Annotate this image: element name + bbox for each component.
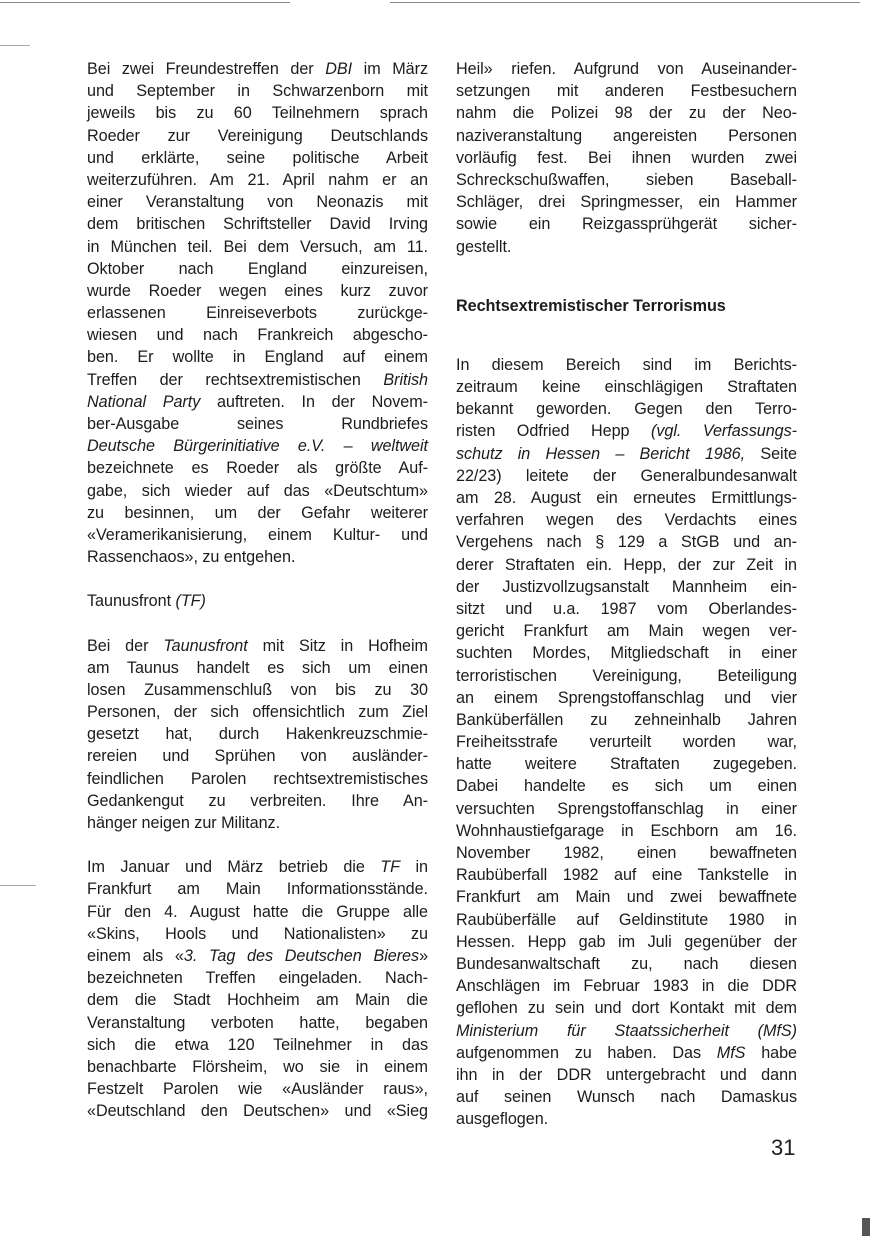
- text-line: [456, 554, 797, 576]
- paragraph: [87, 590, 428, 612]
- text-segment: am Taunus handelt es sich um einen: [87, 658, 428, 677]
- text-segment: wurde Roeder wegen eines kurz zuvor: [87, 281, 428, 300]
- text-line: [456, 753, 797, 775]
- text-line: [456, 420, 797, 442]
- text-line: [87, 369, 428, 391]
- text-segment: Frankfurt am Main und zwei bewaffnete: [456, 888, 797, 907]
- text-line: [87, 989, 428, 1011]
- text-segment: aufgenommen zu haben. Das: [456, 1043, 717, 1062]
- text-segment: jeweils bis zu 60 Teilnehmern sprach: [87, 104, 428, 123]
- text-line: [87, 480, 428, 502]
- italic-text: (vgl. Verfassungs-: [651, 422, 797, 441]
- italic-text: schutz in Hessen – Bericht 1986,: [456, 444, 746, 463]
- text-line: [87, 657, 428, 679]
- text-segment: am 28. August ein erneutes Ermittlungs-: [456, 489, 797, 507]
- text-line: [87, 967, 428, 989]
- text-line: [87, 1012, 428, 1034]
- text-segment: sitzt und u.a. 1987 vom Oberlandes-: [456, 599, 797, 618]
- text-line: [87, 324, 428, 346]
- text-line: [456, 102, 797, 124]
- text-line: [87, 435, 428, 457]
- text-segment: auftreten. In der Novem-: [200, 392, 428, 411]
- text-line: [87, 878, 428, 900]
- text-segment: wiesen und nach Frankreich abgescho-: [87, 326, 428, 345]
- text-line: [456, 487, 797, 509]
- text-line: [87, 1100, 428, 1122]
- text-line: [456, 665, 797, 687]
- text-line: [87, 213, 428, 235]
- text-line: [87, 1078, 428, 1100]
- text-segment: Bundesanwaltschaft zu, nach diesen: [456, 954, 797, 973]
- paragraph: [456, 354, 797, 1131]
- text-segment: ben. Er wollte in England auf einem: [87, 348, 428, 367]
- text-segment: gabe, sich wieder auf das «Deutschtum»: [87, 481, 428, 500]
- text-segment: Für den 4. August hatte die Gruppe alle: [87, 902, 428, 921]
- text-segment: Vergehens nach § 129 a StGB und an-: [456, 533, 797, 552]
- text-segment: zeitraum keine einschlägigen Straftaten: [456, 378, 797, 397]
- text-segment: im März: [352, 60, 428, 78]
- text-segment: Dabei handelte es sich um einen: [456, 777, 797, 796]
- text-line: [87, 457, 428, 479]
- text-segment: bezeichnete es Roeder als größte Auf-: [87, 459, 428, 478]
- text-line: [456, 598, 797, 620]
- text-line: [87, 590, 428, 612]
- text-segment: vorläufig fest. Bei ihnen wurden zwei: [456, 148, 797, 167]
- italic-text: DBI: [325, 60, 353, 78]
- text-segment: Treffen der rechtsextremistischen: [87, 370, 384, 389]
- text-segment: weiterzuführen. Am 21. April nahm er an: [87, 170, 428, 189]
- text-line: [87, 236, 428, 258]
- text-line: [87, 546, 428, 568]
- text-segment: sowie ein Reizgassprühgerät sicher-: [456, 215, 797, 234]
- text-line: [456, 909, 797, 931]
- text-segment: Hessen. Hepp gab im Juli gegenüber der: [456, 932, 797, 951]
- text-segment: losen Zusammenschluß von bis zu 30: [87, 680, 428, 699]
- text-segment: »: [419, 946, 429, 965]
- text-line: [456, 1108, 797, 1130]
- text-segment: Schreckschußwaffen, sieben Baseball-: [456, 170, 797, 189]
- text-segment: terroristischen Vereinigung, Beteiligung: [456, 666, 797, 685]
- paragraph: [456, 58, 797, 258]
- italic-text: TF: [380, 858, 400, 877]
- text-segment: Bei der: [87, 636, 164, 655]
- text-line: [87, 901, 428, 923]
- text-line: [456, 820, 797, 842]
- text-segment: derer Straftaten ein. Hepp, der zur Zeit in: [456, 555, 797, 574]
- text-line: [456, 169, 797, 191]
- text-line: [456, 731, 797, 753]
- text-line: [456, 531, 797, 553]
- text-line: [87, 502, 428, 524]
- text-segment: Taunusfront: [87, 592, 176, 611]
- text-segment: Raubüberfälle auf Geldinstitute 1980 in: [456, 910, 797, 929]
- text-segment: Raubüberfall 1982 auf eine Tankstelle in: [456, 866, 797, 885]
- text-segment: Veranstaltung verboten hatte, begaben: [87, 1013, 428, 1032]
- text-line: [456, 975, 797, 997]
- text-segment: «Deutschland den Deutschen» und «Sieg: [87, 1102, 428, 1121]
- text-line: [87, 258, 428, 280]
- text-segment: einem als «: [87, 946, 184, 965]
- text-segment: gesetzt hat, durch Hakenkreuzschmie-: [87, 725, 428, 744]
- italic-text: Deutsche Bürgerinitiative e.V. – weltweit: [87, 437, 428, 456]
- text-line: [87, 346, 428, 368]
- text-line: [456, 1020, 797, 1042]
- text-line: [87, 923, 428, 945]
- text-line: [87, 745, 428, 767]
- text-segment: einer Veranstaltung von Neonazis mit: [87, 193, 428, 212]
- text-line: [87, 147, 428, 169]
- paragraph: [87, 58, 428, 568]
- text-segment: Personen, der sich offensichtlich zum Ziel: [87, 703, 428, 722]
- text-line: [87, 169, 428, 191]
- paragraph: [87, 635, 428, 835]
- text-segment: «Veramerikanisierung, einem Kultur- und: [87, 525, 428, 544]
- text-line: [456, 236, 797, 258]
- text-line: [87, 280, 428, 302]
- text-segment: setzungen mit anderen Festbesuchern: [456, 82, 797, 101]
- text-segment: Roeder zur Vereinigung Deutschlands: [87, 126, 428, 145]
- text-segment: Heil» riefen. Aufgrund von Auseinander-: [456, 60, 797, 78]
- italic-text: 3. Tag des Deutschen Bieres: [183, 946, 420, 965]
- paragraph: [87, 856, 428, 1122]
- text-segment: habe: [745, 1043, 797, 1062]
- italic-text: MfS: [716, 1043, 746, 1062]
- italic-text: Ministerium für Staatssicherheit (MfS): [456, 1021, 797, 1040]
- text-segment: nahm die Polizei 98 der zu der Neo-: [456, 104, 797, 123]
- text-line: [456, 576, 797, 598]
- text-segment: sich die etwa 120 Teilnehmer in das: [87, 1035, 428, 1054]
- text-line: [87, 635, 428, 657]
- text-line: [87, 1056, 428, 1078]
- text-line: [87, 125, 428, 147]
- text-segment: an einem Sprengstoffanschlag und vier: [456, 688, 797, 707]
- right-column: [456, 58, 797, 1130]
- text-segment: mit Sitz in Hofheim: [247, 636, 428, 655]
- text-segment: erlassenen Einreiseverbots zurückge-: [87, 304, 428, 323]
- text-segment: in München teil. Bei dem Versuch, am 11.: [87, 237, 428, 256]
- text-segment: bezeichneten Treffen eingeladen. Nach-: [87, 969, 428, 988]
- text-line: [456, 642, 797, 664]
- text-line: [456, 842, 797, 864]
- text-line: [456, 953, 797, 975]
- text-line: [87, 191, 428, 213]
- text-line: [456, 443, 797, 465]
- text-segment: feindlichen Parolen rechtsextremistisches: [87, 769, 428, 788]
- text-segment: hatte weitere Straftaten zugegeben.: [456, 755, 797, 774]
- text-segment: Schläger, drei Springmesser, ein Hammer: [456, 193, 797, 212]
- page-number: 31: [771, 1135, 796, 1160]
- text-line: [87, 302, 428, 324]
- text-segment: der Justizvollzugsanstalt Mannheim ein-: [456, 577, 797, 596]
- left-column: [87, 58, 428, 1122]
- text-line: [87, 102, 428, 124]
- text-segment: 22/23) leitete der Generalbundesanwalt: [456, 466, 797, 485]
- text-segment: naziveranstaltung angereisten Personen: [456, 126, 797, 145]
- text-segment: rereien und Sprühen von ausländer-: [87, 747, 428, 766]
- text-line: [456, 354, 797, 376]
- text-segment: versuchten Sprengstoffanschlag in einer: [456, 799, 797, 818]
- text-line: [87, 790, 428, 812]
- text-segment: In diesem Bereich sind im Berichts-: [456, 355, 797, 374]
- paragraph-gap: [456, 317, 797, 354]
- text-segment: Gedankengut zu verbreiten. Ihre An-: [87, 791, 428, 810]
- text-line: [456, 465, 797, 487]
- text-line: [456, 687, 797, 709]
- text-line: [87, 80, 428, 102]
- text-line: [456, 213, 797, 235]
- text-segment: risten Odfried Hepp: [456, 422, 651, 441]
- text-line: [87, 413, 428, 435]
- text-segment: bekannt geworden. Gegen den Terro-: [456, 400, 797, 419]
- text-line: [87, 768, 428, 790]
- text-segment: Freiheitsstrafe verurteilt worden war,: [456, 733, 797, 752]
- text-line: [456, 58, 797, 80]
- text-segment: verfahren wegen des Verdachts eines: [456, 511, 797, 530]
- text-segment: benachbarte Flörsheim, wo sie in einem: [87, 1057, 428, 1076]
- text-line: [87, 701, 428, 723]
- italic-text: British: [383, 370, 428, 389]
- text-segment: Oktober nach England einzureisen,: [87, 259, 428, 278]
- text-segment: in: [399, 858, 428, 877]
- paragraph-gap: [87, 568, 428, 590]
- text-line: [456, 931, 797, 953]
- text-line: [456, 798, 797, 820]
- text-line: [456, 191, 797, 213]
- section-heading: Rechtsextremistischer Terrorismus: [456, 296, 726, 315]
- text-segment: geflohen zu sein und dort Kontakt mit dem: [456, 999, 797, 1018]
- text-line: [87, 58, 428, 80]
- text-segment: ber-Ausgabe seines Rundbriefes: [87, 415, 428, 433]
- text-segment: Seite: [745, 444, 797, 463]
- text-segment: hänger neigen zur Militanz.: [87, 814, 281, 832]
- text-line: [87, 945, 428, 967]
- text-line: [87, 856, 428, 878]
- text-segment: ihn in der DDR untergebracht und dann: [456, 1065, 797, 1084]
- italic-text: (TF): [175, 592, 206, 611]
- text-line: [456, 1042, 797, 1064]
- text-line: [456, 80, 797, 102]
- text-segment: dem britischen Schriftsteller David Irving: [87, 215, 428, 234]
- text-segment: Im Januar und März betrieb die: [87, 858, 381, 877]
- text-line: [456, 1064, 797, 1086]
- text-segment: suchten Mordes, Mitgliedschaft in einer: [456, 644, 797, 663]
- text-line: [456, 620, 797, 642]
- paragraph-gap: [456, 258, 797, 295]
- text-segment: Bei zwei Freundestreffen der: [87, 60, 326, 78]
- text-segment: und September in Schwarzenborn mit: [87, 82, 428, 101]
- paragraph-gap: [87, 613, 428, 635]
- text-segment: und erklärte, seine politische Arbeit: [87, 148, 428, 167]
- paragraph-gap: [87, 834, 428, 856]
- text-line: [456, 886, 797, 908]
- text-line: [87, 524, 428, 546]
- text-line: [456, 509, 797, 531]
- text-line: [87, 812, 428, 834]
- text-line: [456, 864, 797, 886]
- text-line: [456, 125, 797, 147]
- text-segment: zu besinnen, um der Gefahr weiterer: [87, 503, 428, 522]
- text-line: [456, 709, 797, 731]
- italic-text: National Party: [87, 392, 201, 411]
- text-segment: gestellt.: [456, 237, 512, 256]
- text-line: [87, 679, 428, 701]
- text-line: [456, 775, 797, 797]
- text-line: [87, 723, 428, 745]
- text-line: [456, 997, 797, 1019]
- text-segment: dem die Stadt Hochheim am Main die: [87, 991, 428, 1010]
- text-segment: gericht Frankfurt am Main wegen ver-: [456, 622, 797, 641]
- text-line: [456, 1086, 797, 1108]
- text-segment: Frankfurt am Main Informationsstände.: [87, 880, 428, 899]
- text-line: [87, 1034, 428, 1056]
- text-segment: Wohnhaustiefgarage in Eschborn am 16.: [456, 821, 797, 840]
- text-segment: «Skins, Hools und Nationalisten» zu: [87, 924, 428, 943]
- text-segment: November 1982, einen bewaffneten: [456, 844, 797, 862]
- text-segment: Banküberfällen zu zehneinhalb Jahren: [456, 710, 797, 729]
- text-segment: Anschlägen im Februar 1983 in die DDR: [456, 977, 797, 996]
- text-line: [456, 147, 797, 169]
- text-line: [87, 391, 428, 413]
- text-segment: Rassenchaos», zu entgehen.: [87, 548, 296, 567]
- text-line: [456, 398, 797, 420]
- text-line: [456, 376, 797, 398]
- text-segment: Festzelt Parolen wie «Ausländer raus»,: [87, 1080, 428, 1099]
- text-segment: ausgeflogen.: [456, 1110, 549, 1129]
- text-segment: auf seinen Wunsch nach Damaskus: [456, 1088, 797, 1107]
- italic-text: Taunusfront: [163, 636, 248, 655]
